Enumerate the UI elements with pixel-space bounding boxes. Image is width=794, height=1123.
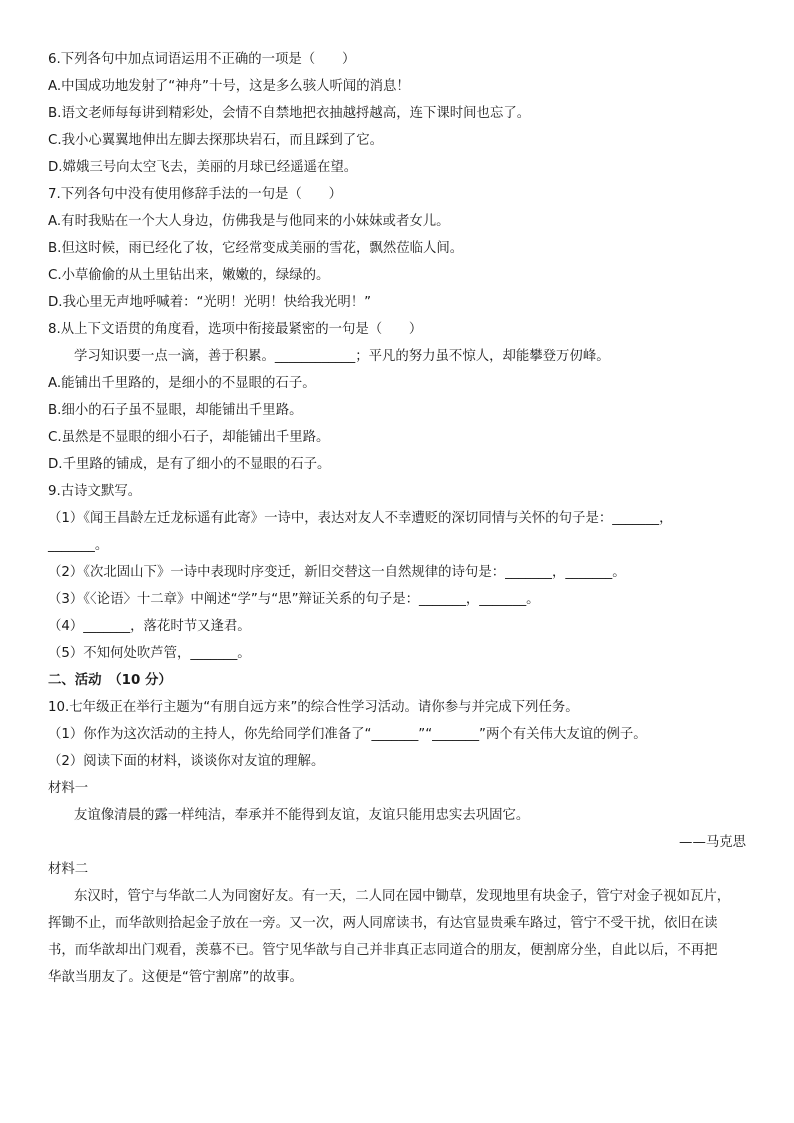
question-10-task-1: （1）你作为这次活动的主持人，你先给同学们准备了“_______”“_______”两个有关伟大友谊的例子。: [48, 727, 647, 742]
question-9-item-3: （3）《〈论语〉十二章》中阐述“学”与“思”辩证关系的句子是：_______，_______。: [48, 592, 540, 607]
question-7-stem: 7.下列各句中没有使用修辞手法的一句是（ ）: [48, 187, 342, 202]
question-9-stem: 9.古诗文默写。: [48, 484, 142, 499]
question-6-option-b: B.语文老师每每讲到精彩处，会情不自禁地把衣抽越捋越高，连下课时间也忘了。: [48, 106, 531, 121]
material-1-attribution: ——马克思: [679, 835, 746, 850]
material-1-label: 材料一: [48, 781, 89, 796]
question-6-option-a: A.中国成功地发射了“神舟”十号，这是多么骇人听闻的消息！: [48, 79, 410, 94]
exam-page: [48, 46, 748, 991]
question-9-item-2: （2）《次北固山下》一诗中表现时序变迁，新旧交替这一自然规律的诗句是：_______，_______。: [48, 565, 626, 580]
question-7-option-a: A.有时我贴在一个大人身边，仿佛我是与他同来的小妹妹或者女儿。: [48, 214, 450, 229]
question-6-option-d: D.嫦娥三号向太空飞去，美丽的月球已经遥遥在望。: [48, 160, 358, 175]
question-9-item-4: （4）_______，落花时节又逢君。: [48, 619, 251, 634]
question-6-option-c: C.我小心翼翼地伸出左脚去探那块岩石，而且踩到了它。: [48, 133, 383, 148]
question-8-option-d: D.千里路的铺成，是有了细小的不显眼的石子。: [48, 457, 331, 472]
question-7-option-d: D.我心里无声地呼喊着：“光明！光明！快给我光明！”: [48, 295, 372, 310]
question-8-option-b: B.细小的石子虽不显眼，却能铺出千里路。: [48, 403, 303, 418]
section-2-heading: 二、活动 （10 分）: [48, 673, 172, 688]
material-2-story: [48, 883, 748, 991]
material-1-quote: 友谊像清晨的露一样纯洁，奉承并不能得到友谊，友谊只能用忠实去巩固它。: [74, 808, 530, 823]
question-7-option-c: C.小草偷偷的从土里钻出来，嫩嫩的，绿绿的。: [48, 268, 330, 283]
question-9-item-1: （1）《闻王昌龄左迁龙标遥有此寄》一诗中，表达对友人不幸遭贬的深切同情与关怀的句子是：_______，: [48, 511, 673, 526]
question-10-stem: 10.七年级正在举行主题为“有朋自远方来”的综合性学习活动。请你参与并完成下列任务。: [48, 700, 579, 715]
story-line: 挥锄不止，而华歆则拾起金子放在一旁。又一次，两人同席读书，有达官显贵乘车路过，管宁不受干扰，依旧在读: [48, 916, 718, 931]
question-8-passage: 学习知识要一点一滴，善于积累。____________；平凡的努力虽不惊人，却能攀登万仞峰。: [74, 349, 610, 364]
question-10-task-2: （2）阅读下面的材料，谈谈你对友谊的理解。: [48, 754, 325, 769]
question-8-option-a: A.能铺出千里路的，是细小的不显眼的石子。: [48, 376, 316, 391]
story-line: 东汉时，管宁与华歆二人为同窗好友。有一天，二人同在园中锄草，发现地里有块金子，管宁对金子视如瓦片，: [74, 889, 731, 904]
story-line: 书，而华歆却出门观看，羡慕不已。管宁见华歆与自己并非真正志同道合的朋友，便割席分坐，自此以后，不再把: [48, 943, 718, 958]
material-2-label: 材料二: [48, 862, 89, 877]
question-6-stem: 6.下列各句中加点词语运用不正确的一项是（ ）: [48, 52, 356, 67]
question-8-option-c: C.虽然是不显眼的细小石子，却能铺出千里路。: [48, 430, 330, 445]
story-line: 华歆当朋友了。这便是“管宁割席”的故事。: [48, 970, 303, 985]
question-7-option-b: B.但这时候，雨已经化了妆，它经常变成美丽的雪花，飘然莅临人间。: [48, 241, 464, 256]
question-8-stem: 8.从上下文语贯的角度看，选项中衔接最紧密的一句是（ ）: [48, 322, 423, 337]
question-9-item-1-continued: _______。: [48, 538, 109, 553]
question-9-item-5: （5）不知何处吹芦管，_______。: [48, 646, 251, 661]
